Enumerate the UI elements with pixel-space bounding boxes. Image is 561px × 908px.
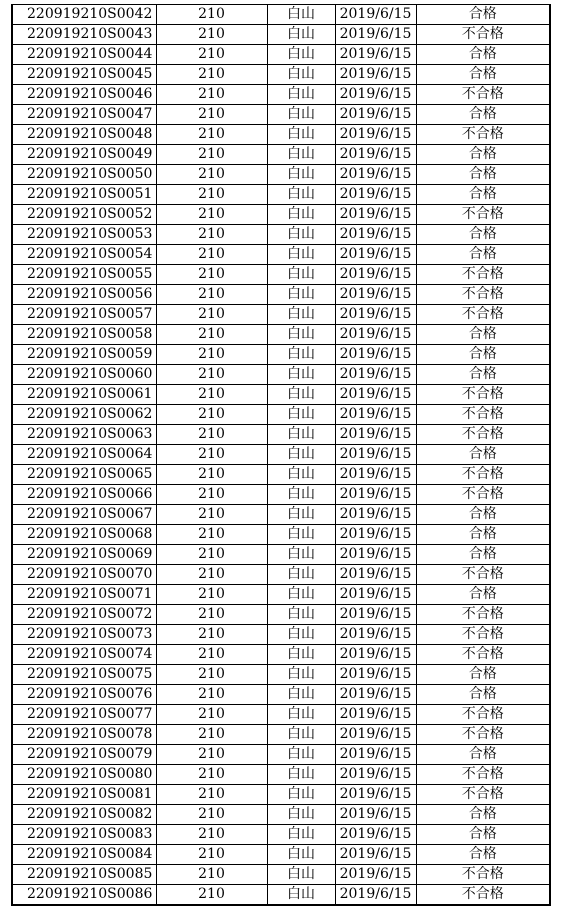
location-cell: 白山 <box>267 525 335 545</box>
code-cell: 210 <box>156 405 267 425</box>
result-cell: 不合格 <box>416 385 550 405</box>
result-cell: 合格 <box>416 825 550 845</box>
code-cell: 210 <box>156 745 267 765</box>
location-cell: 白山 <box>267 385 335 405</box>
result-cell: 不合格 <box>416 485 550 505</box>
table-row <box>12 265 550 285</box>
table-row <box>12 185 550 205</box>
sample-id-cell: 220919210S0075 <box>12 665 156 685</box>
result-cell: 不合格 <box>416 25 550 45</box>
table-row <box>12 245 550 265</box>
date-cell: 2019/6/15 <box>335 505 416 525</box>
location-cell: 白山 <box>267 105 335 125</box>
result-cell: 合格 <box>416 745 550 765</box>
table-row <box>12 605 550 625</box>
table-row <box>12 545 550 565</box>
result-cell: 不合格 <box>416 265 550 285</box>
result-cell: 不合格 <box>416 425 550 445</box>
location-cell: 白山 <box>267 405 335 425</box>
location-cell: 白山 <box>267 845 335 865</box>
code-cell: 210 <box>156 625 267 645</box>
sample-id-cell: 220919210S0050 <box>12 165 156 185</box>
date-cell: 2019/6/15 <box>335 85 416 105</box>
sample-id-cell: 220919210S0062 <box>12 405 156 425</box>
table-row <box>12 425 550 445</box>
location-cell: 白山 <box>267 45 335 65</box>
sample-id-cell: 220919210S0059 <box>12 345 156 365</box>
table-row <box>12 405 550 425</box>
date-cell: 2019/6/15 <box>335 365 416 385</box>
date-cell: 2019/6/15 <box>335 265 416 285</box>
result-cell: 不合格 <box>416 205 550 225</box>
location-cell: 白山 <box>267 285 335 305</box>
code-cell: 210 <box>156 865 267 885</box>
sample-id-cell: 220919210S0080 <box>12 765 156 785</box>
date-cell: 2019/6/15 <box>335 225 416 245</box>
code-cell: 210 <box>156 605 267 625</box>
data-table <box>11 4 551 906</box>
result-cell: 合格 <box>416 805 550 825</box>
table-body <box>12 5 550 906</box>
location-cell: 白山 <box>267 645 335 665</box>
table-row <box>12 865 550 885</box>
table-row <box>12 145 550 165</box>
sample-id-cell: 220919210S0077 <box>12 705 156 725</box>
location-cell: 白山 <box>267 25 335 45</box>
sample-id-cell: 220919210S0052 <box>12 205 156 225</box>
table-row <box>12 65 550 85</box>
location-cell: 白山 <box>267 185 335 205</box>
location-cell: 白山 <box>267 165 335 185</box>
result-cell: 合格 <box>416 365 550 385</box>
result-cell: 合格 <box>416 345 550 365</box>
sample-id-cell: 220919210S0070 <box>12 565 156 585</box>
sample-id-cell: 220919210S0054 <box>12 245 156 265</box>
table-row <box>12 165 550 185</box>
date-cell: 2019/6/15 <box>335 125 416 145</box>
date-cell: 2019/6/15 <box>335 845 416 865</box>
table-row <box>12 685 550 705</box>
code-cell: 210 <box>156 425 267 445</box>
table-row <box>12 125 550 145</box>
code-cell: 210 <box>156 565 267 585</box>
code-cell: 210 <box>156 765 267 785</box>
table-row <box>12 485 550 505</box>
sample-id-cell: 220919210S0078 <box>12 725 156 745</box>
result-cell: 合格 <box>416 145 550 165</box>
code-cell: 210 <box>156 245 267 265</box>
date-cell: 2019/6/15 <box>335 185 416 205</box>
table-row <box>12 585 550 605</box>
sample-id-cell: 220919210S0063 <box>12 425 156 445</box>
sample-id-cell: 220919210S0055 <box>12 265 156 285</box>
sample-id-cell: 220919210S0043 <box>12 25 156 45</box>
date-cell: 2019/6/15 <box>335 865 416 885</box>
date-cell: 2019/6/15 <box>335 605 416 625</box>
sample-id-cell: 220919210S0047 <box>12 105 156 125</box>
result-cell: 不合格 <box>416 885 550 906</box>
sample-id-cell: 220919210S0046 <box>12 85 156 105</box>
table-row <box>12 785 550 805</box>
code-cell: 210 <box>156 525 267 545</box>
code-cell: 210 <box>156 445 267 465</box>
date-cell: 2019/6/15 <box>335 5 416 25</box>
code-cell: 210 <box>156 585 267 605</box>
table-row <box>12 845 550 865</box>
table-row <box>12 645 550 665</box>
code-cell: 210 <box>156 105 267 125</box>
location-cell: 白山 <box>267 665 335 685</box>
date-cell: 2019/6/15 <box>335 785 416 805</box>
code-cell: 210 <box>156 85 267 105</box>
result-cell: 不合格 <box>416 865 550 885</box>
code-cell: 210 <box>156 345 267 365</box>
date-cell: 2019/6/15 <box>335 685 416 705</box>
result-cell: 合格 <box>416 505 550 525</box>
result-cell: 合格 <box>416 185 550 205</box>
table-row <box>12 85 550 105</box>
result-cell: 不合格 <box>416 625 550 645</box>
code-cell: 210 <box>156 825 267 845</box>
code-cell: 210 <box>156 5 267 25</box>
code-cell: 210 <box>156 185 267 205</box>
result-cell: 不合格 <box>416 725 550 745</box>
date-cell: 2019/6/15 <box>335 405 416 425</box>
location-cell: 白山 <box>267 545 335 565</box>
date-cell: 2019/6/15 <box>335 445 416 465</box>
code-cell: 210 <box>156 305 267 325</box>
date-cell: 2019/6/15 <box>335 625 416 645</box>
result-cell: 合格 <box>416 525 550 545</box>
table-row <box>12 365 550 385</box>
location-cell: 白山 <box>267 145 335 165</box>
location-cell: 白山 <box>267 445 335 465</box>
sample-id-cell: 220919210S0083 <box>12 825 156 845</box>
result-cell: 合格 <box>416 225 550 245</box>
result-cell: 不合格 <box>416 125 550 145</box>
location-cell: 白山 <box>267 765 335 785</box>
code-cell: 210 <box>156 145 267 165</box>
code-cell: 210 <box>156 325 267 345</box>
location-cell: 白山 <box>267 205 335 225</box>
date-cell: 2019/6/15 <box>335 765 416 785</box>
table-row <box>12 25 550 45</box>
result-cell: 不合格 <box>416 405 550 425</box>
code-cell: 210 <box>156 365 267 385</box>
location-cell: 白山 <box>267 725 335 745</box>
table-row <box>12 565 550 585</box>
sample-id-cell: 220919210S0049 <box>12 145 156 165</box>
date-cell: 2019/6/15 <box>335 585 416 605</box>
sample-id-cell: 220919210S0042 <box>12 5 156 25</box>
code-cell: 210 <box>156 125 267 145</box>
table-row <box>12 765 550 785</box>
result-cell: 不合格 <box>416 565 550 585</box>
location-cell: 白山 <box>267 465 335 485</box>
sample-id-cell: 220919210S0079 <box>12 745 156 765</box>
code-cell: 210 <box>156 485 267 505</box>
date-cell: 2019/6/15 <box>335 245 416 265</box>
location-cell: 白山 <box>267 865 335 885</box>
table-row <box>12 445 550 465</box>
sample-id-cell: 220919210S0064 <box>12 445 156 465</box>
location-cell: 白山 <box>267 365 335 385</box>
code-cell: 210 <box>156 205 267 225</box>
result-cell: 合格 <box>416 685 550 705</box>
location-cell: 白山 <box>267 225 335 245</box>
location-cell: 白山 <box>267 245 335 265</box>
result-cell: 合格 <box>416 45 550 65</box>
location-cell: 白山 <box>267 305 335 325</box>
code-cell: 210 <box>156 225 267 245</box>
table-row <box>12 205 550 225</box>
sample-id-cell: 220919210S0069 <box>12 545 156 565</box>
result-cell: 不合格 <box>416 605 550 625</box>
code-cell: 210 <box>156 165 267 185</box>
sample-id-cell: 220919210S0072 <box>12 605 156 625</box>
date-cell: 2019/6/15 <box>335 425 416 445</box>
table-row <box>12 745 550 765</box>
sample-id-cell: 220919210S0060 <box>12 365 156 385</box>
code-cell: 210 <box>156 705 267 725</box>
result-cell: 合格 <box>416 245 550 265</box>
result-cell: 合格 <box>416 545 550 565</box>
date-cell: 2019/6/15 <box>335 25 416 45</box>
date-cell: 2019/6/15 <box>335 465 416 485</box>
sample-id-cell: 220919210S0082 <box>12 805 156 825</box>
location-cell: 白山 <box>267 705 335 725</box>
code-cell: 210 <box>156 385 267 405</box>
location-cell: 白山 <box>267 485 335 505</box>
location-cell: 白山 <box>267 265 335 285</box>
result-cell: 不合格 <box>416 705 550 725</box>
result-cell: 不合格 <box>416 765 550 785</box>
sample-id-cell: 220919210S0081 <box>12 785 156 805</box>
code-cell: 210 <box>156 845 267 865</box>
result-cell: 合格 <box>416 105 550 125</box>
table-row <box>12 625 550 645</box>
result-cell: 合格 <box>416 5 550 25</box>
code-cell: 210 <box>156 725 267 745</box>
date-cell: 2019/6/15 <box>335 45 416 65</box>
date-cell: 2019/6/15 <box>335 65 416 85</box>
result-cell: 不合格 <box>416 785 550 805</box>
date-cell: 2019/6/15 <box>335 665 416 685</box>
location-cell: 白山 <box>267 85 335 105</box>
location-cell: 白山 <box>267 65 335 85</box>
code-cell: 210 <box>156 285 267 305</box>
sample-id-cell: 220919210S0068 <box>12 525 156 545</box>
location-cell: 白山 <box>267 685 335 705</box>
date-cell: 2019/6/15 <box>335 305 416 325</box>
code-cell: 210 <box>156 265 267 285</box>
date-cell: 2019/6/15 <box>335 145 416 165</box>
sample-id-cell: 220919210S0057 <box>12 305 156 325</box>
location-cell: 白山 <box>267 505 335 525</box>
sample-id-cell: 220919210S0065 <box>12 465 156 485</box>
table-row <box>12 705 550 725</box>
date-cell: 2019/6/15 <box>335 725 416 745</box>
table-row <box>12 305 550 325</box>
location-cell: 白山 <box>267 325 335 345</box>
date-cell: 2019/6/15 <box>335 885 416 906</box>
location-cell: 白山 <box>267 625 335 645</box>
result-cell: 不合格 <box>416 285 550 305</box>
code-cell: 210 <box>156 805 267 825</box>
location-cell: 白山 <box>267 825 335 845</box>
sample-id-cell: 220919210S0066 <box>12 485 156 505</box>
date-cell: 2019/6/15 <box>335 805 416 825</box>
date-cell: 2019/6/15 <box>335 325 416 345</box>
date-cell: 2019/6/15 <box>335 645 416 665</box>
table-row <box>12 805 550 825</box>
sample-id-cell: 220919210S0076 <box>12 685 156 705</box>
sample-id-cell: 220919210S0044 <box>12 45 156 65</box>
code-cell: 210 <box>156 65 267 85</box>
result-cell: 不合格 <box>416 645 550 665</box>
result-cell: 合格 <box>416 445 550 465</box>
table-row <box>12 5 550 25</box>
date-cell: 2019/6/15 <box>335 205 416 225</box>
sample-id-cell: 220919210S0051 <box>12 185 156 205</box>
code-cell: 210 <box>156 665 267 685</box>
date-cell: 2019/6/15 <box>335 525 416 545</box>
sample-id-cell: 220919210S0058 <box>12 325 156 345</box>
sample-id-cell: 220919210S0073 <box>12 625 156 645</box>
date-cell: 2019/6/15 <box>335 105 416 125</box>
code-cell: 210 <box>156 885 267 906</box>
result-cell: 合格 <box>416 65 550 85</box>
sample-id-cell: 220919210S0084 <box>12 845 156 865</box>
result-cell: 不合格 <box>416 305 550 325</box>
date-cell: 2019/6/15 <box>335 165 416 185</box>
table-row <box>12 825 550 845</box>
result-cell: 不合格 <box>416 85 550 105</box>
location-cell: 白山 <box>267 565 335 585</box>
table-row <box>12 465 550 485</box>
table-row <box>12 325 550 345</box>
sample-id-cell: 220919210S0053 <box>12 225 156 245</box>
sample-id-cell: 220919210S0056 <box>12 285 156 305</box>
code-cell: 210 <box>156 25 267 45</box>
location-cell: 白山 <box>267 785 335 805</box>
date-cell: 2019/6/15 <box>335 565 416 585</box>
result-cell: 合格 <box>416 325 550 345</box>
sample-id-cell: 220919210S0048 <box>12 125 156 145</box>
table-row <box>12 225 550 245</box>
code-cell: 210 <box>156 545 267 565</box>
date-cell: 2019/6/15 <box>335 385 416 405</box>
location-cell: 白山 <box>267 585 335 605</box>
table-row <box>12 665 550 685</box>
table-row <box>12 385 550 405</box>
location-cell: 白山 <box>267 745 335 765</box>
date-cell: 2019/6/15 <box>335 825 416 845</box>
code-cell: 210 <box>156 465 267 485</box>
sample-id-cell: 220919210S0074 <box>12 645 156 665</box>
code-cell: 210 <box>156 505 267 525</box>
location-cell: 白山 <box>267 605 335 625</box>
sample-id-cell: 220919210S0085 <box>12 865 156 885</box>
location-cell: 白山 <box>267 125 335 145</box>
code-cell: 210 <box>156 785 267 805</box>
result-cell: 合格 <box>416 665 550 685</box>
table-row <box>12 285 550 305</box>
location-cell: 白山 <box>267 345 335 365</box>
location-cell: 白山 <box>267 5 335 25</box>
location-cell: 白山 <box>267 425 335 445</box>
date-cell: 2019/6/15 <box>335 485 416 505</box>
date-cell: 2019/6/15 <box>335 545 416 565</box>
date-cell: 2019/6/15 <box>335 705 416 725</box>
sample-id-cell: 220919210S0061 <box>12 385 156 405</box>
table-row <box>12 525 550 545</box>
result-cell: 合格 <box>416 165 550 185</box>
table-row <box>12 505 550 525</box>
table-row <box>12 885 550 906</box>
result-cell: 合格 <box>416 845 550 865</box>
date-cell: 2019/6/15 <box>335 745 416 765</box>
sample-id-cell: 220919210S0071 <box>12 585 156 605</box>
sample-id-cell: 220919210S0067 <box>12 505 156 525</box>
date-cell: 2019/6/15 <box>335 285 416 305</box>
table-row <box>12 45 550 65</box>
table-row <box>12 345 550 365</box>
result-cell: 不合格 <box>416 465 550 485</box>
table-row <box>12 725 550 745</box>
result-cell: 合格 <box>416 585 550 605</box>
table-row <box>12 105 550 125</box>
sample-id-cell: 220919210S0045 <box>12 65 156 85</box>
location-cell: 白山 <box>267 885 335 906</box>
code-cell: 210 <box>156 685 267 705</box>
date-cell: 2019/6/15 <box>335 345 416 365</box>
code-cell: 210 <box>156 645 267 665</box>
sample-id-cell: 220919210S0086 <box>12 885 156 906</box>
location-cell: 白山 <box>267 805 335 825</box>
code-cell: 210 <box>156 45 267 65</box>
